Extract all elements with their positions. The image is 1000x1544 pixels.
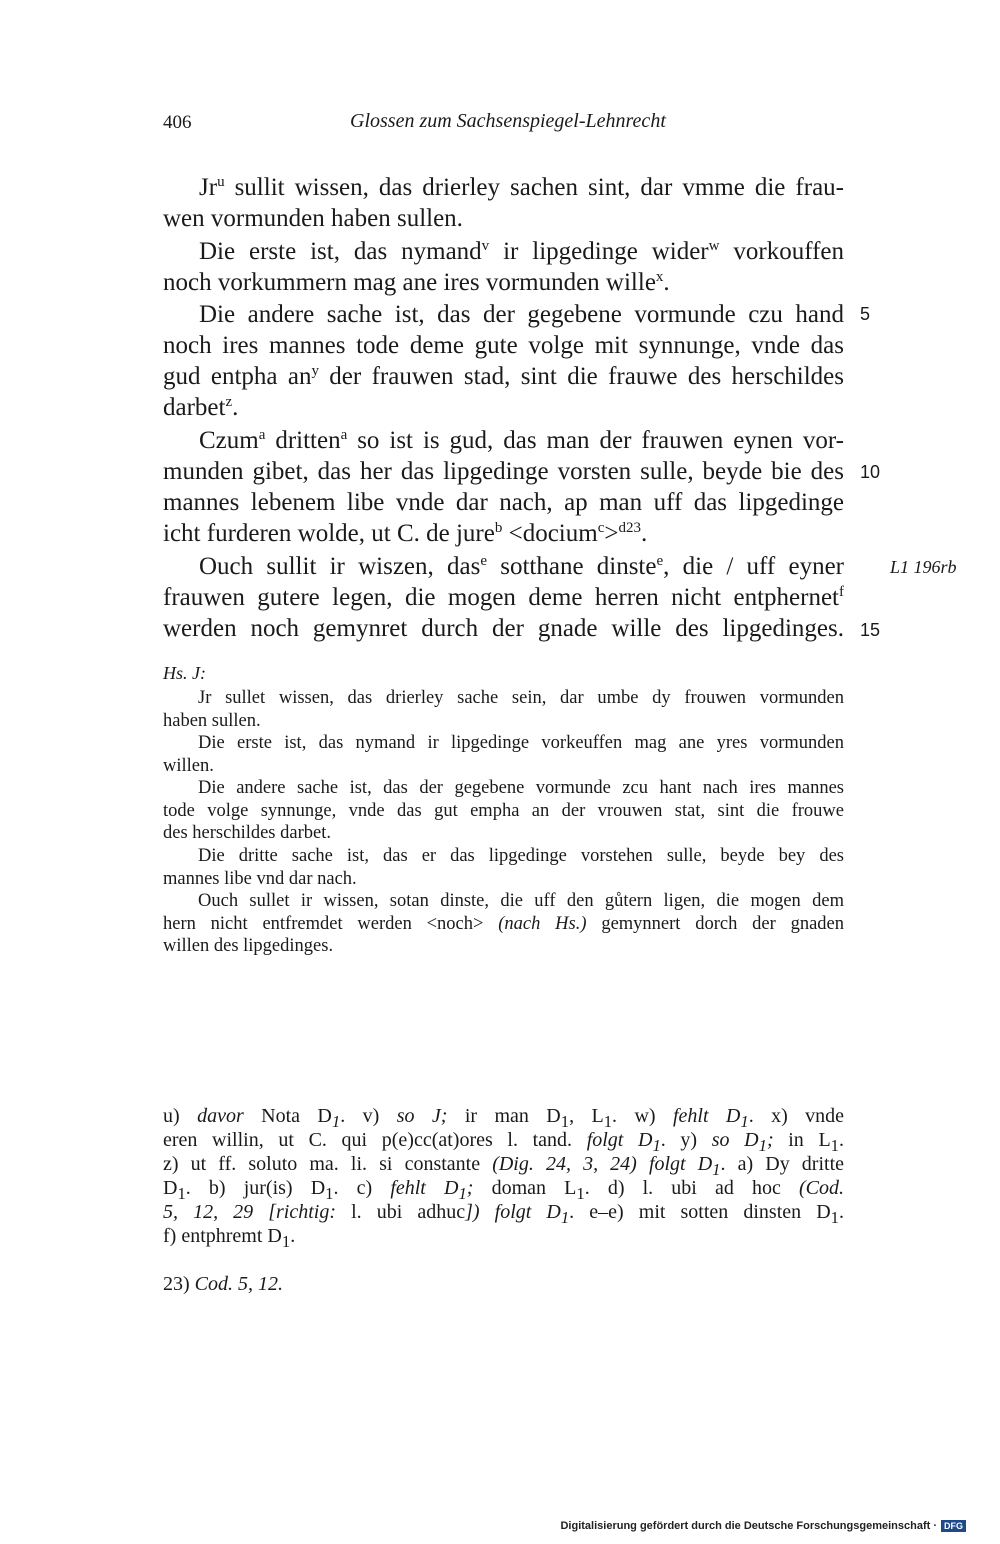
text-line: Die andere sache ist, das der gegebene vormunde czu hand [199,301,844,328]
text-line: darbet$^z$. [163,394,239,421]
ms-paragraph [163,845,844,890]
paragraph-3 [163,299,844,423]
ms-paragraph [163,732,844,777]
text-line: werden noch gemynret durch der gnade wille des lipgedinges. [163,615,844,642]
credit-text: Digitalisierung gefördert durch die Deutsche Forschungsgemeinschaft · [560,1520,937,1532]
line-number-5: 5 [860,304,871,324]
apparatus-line: f) entphremt $D_1$. [163,1225,296,1251]
dfg-logo: DFG [941,1520,966,1532]
text-line: frauwen gutere legen, die mogen deme herren nicht entphernet$^f$ [163,584,844,611]
margin-folio-note: L1 196rb [890,557,957,577]
text-line: des herschildes darbet. [163,823,331,843]
text-line: Die dritte sache ist, das er das lipgedinge vorstehen sulle, beyde bey des [198,846,844,866]
text-line: Jr sullet wissen, das drierley sache sein, dar umbe dy frouwen vormunden [198,688,844,708]
paragraph-2 [163,236,844,298]
text-line: Jr$^u$ sullit wissen, das drierley sachen sint, dar vmme die frau- [199,174,844,201]
paragraph-5 [163,551,844,644]
critical-apparatus [163,1104,845,1251]
text-line: haben sullen. [163,710,261,731]
text-line: Die erste ist, das nymand ir lipgedinge vorkeuffen mag ane yres vormunden [198,733,844,753]
running-title: Glossen zum Sachsenspiegel-Lehnrecht [350,110,666,132]
text-line: Ouch sullet ir wissen, sotan dinste, die uff den gůtern ligen, die mogen dem [198,891,844,911]
text-line: Die erste ist, das nymand$^v$ ir lipgedinge wider$^w$ vorkouffen [199,238,844,265]
paragraph-4 [163,425,844,549]
text-line: Ouch sullit ir wiszen, das$^e$ sotthane dinste$^e$, die / uff eyner [199,553,844,580]
digitization-credit [560,1520,966,1532]
text-line: willen des lipgedinges. [163,936,334,956]
text-line: wen vormunden haben sullen. [163,205,463,232]
text-line: hern nicht entfremdet werden <noch> (nach Hs.) gemynnert dorch der gnaden [163,913,845,934]
text-line: tode volge synnunge, vnde das gut empha an der vrouwen stat, sint die frouwe [163,800,844,821]
apparatus-line: z) ut ff. soluto ma. li. si constante (Dig. 24, 3, 24) folgt $D_1$. a) Dy dritte [163,1153,845,1179]
ms-paragraph [163,890,844,958]
ms-paragraph [163,687,844,732]
text-line: willen. [163,755,214,776]
text-line: Die andere sache ist, das der gegebene vormunde zcu hant nach ires mannes [198,778,844,798]
apparatus-line: u) davor Nota $D_1$. v) so J; ir man $D_1$, $L_1$. w) fehlt $D_1$. x) vnde [163,1105,845,1131]
text-line: mannes lebenem libe vnde dar nach, ap man uff das lipgedinge [163,489,844,516]
text-line: noch ires mannes tode deme gute volge mit synnunge, vnde das [163,332,844,359]
page-number: 406 [163,112,192,133]
apparatus-line: $D_1$. b) jur(is) $D_1$. c) fehlt $D_1$; doman $L_1$. d) l. ubi ad hoc (Cod. [163,1177,845,1203]
text-line: icht furderen wolde, ut C. de jure$^b$ <docium$^c$>$^{d23}$. [163,520,648,547]
apparatus-line: eren willin, ut C. qui p(e)cc(at)ores l. tand. folgt $D_1$. y) so $D_1$; in $L_1$. [163,1129,844,1155]
text-line: gud entpha $an^y$ der frauwen stad, sint die frauwe des herschildes [163,363,845,390]
ms-paragraph [163,777,844,845]
footnote-23: 23) Cod. 5, 12. [163,1273,284,1295]
line-number-15: 15 [860,620,881,640]
manuscript-label: Hs. J: [163,663,206,683]
text-line: mannes libe vnd dar nach. [163,868,357,889]
text-line: noch vorkummern mag ane ires vormunden wille$^x$. [163,269,670,296]
line-number-10: 10 [860,462,881,482]
apparatus-line: 5, 12, 29 [richtig: l. ubi adhuc]) folgt $D_1$. e–e) mit sotten dinsten $D_1$. [163,1201,844,1227]
paragraph-1 [163,172,844,234]
text-line: Czum$^a$ dritten$^a$ so ist is gud, das man der frauwen eynen vor- [199,427,844,454]
text-line: munden gibet, das her das lipgedinge vorsten sulle, beyde bie des [163,458,844,485]
